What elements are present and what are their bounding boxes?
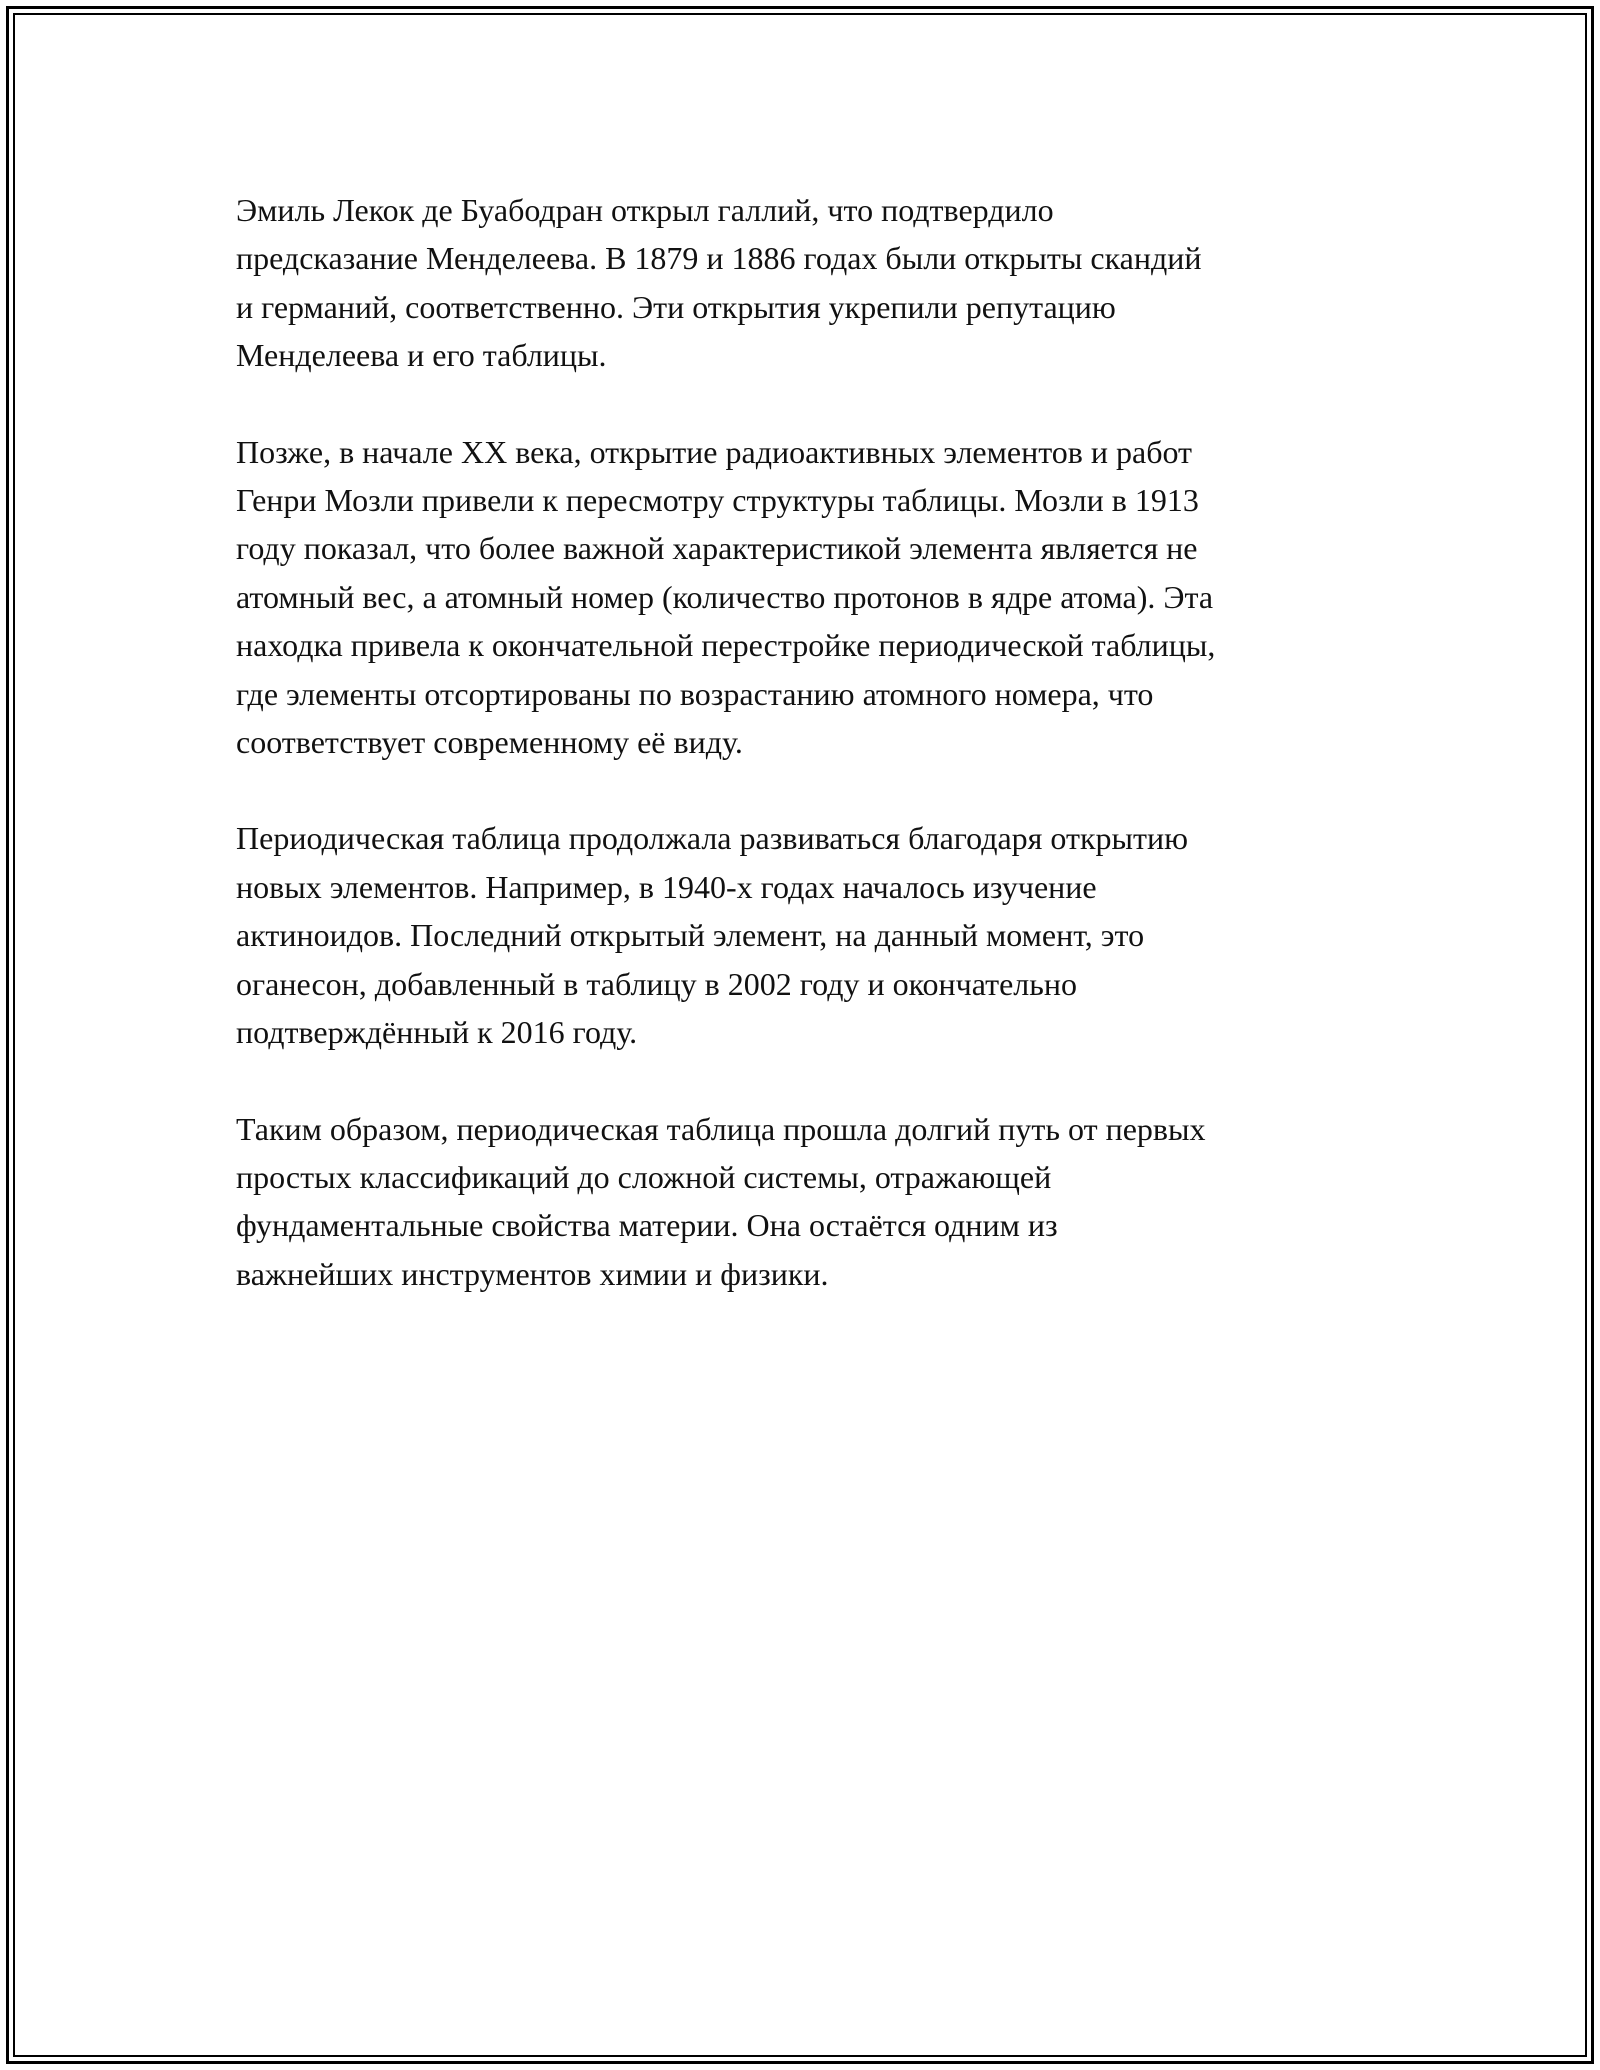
- paragraph-conclusion: Таким образом, периодическая таблица прошла долгий путь от первых простых классификаций до сложной системы, отражающей фундаментальные свойства материи. Она остаётся одним из важнейших инструментов химии и физики.: [236, 1110, 1206, 1292]
- paragraph-moseley-atomic-number: Позже, в начале XX века, открытие радиоактивных элементов и работ Генри Мозли привели к пересмотру структуры таблицы. Мозли в 1913 году показал, что более важной характеристикой элемента является не атомный вес, а атомный номер (количество протонов в ядре атома). Эта находка привела к окончательной перестройке периодической таблицы, где элементы отсортированы по возрастанию атомного номера, что соответствует современному её виду.: [236, 433, 1216, 761]
- document-body: [236, 186, 1396, 1346]
- paragraph-new-elements: Периодическая таблица продолжала развиваться благодаря открытию новых элементов. Например, в 1940-х годах началось изучение актиноидов. Последний открытый элемент, на данный момент, это оганесон, добавленный в таблицу в 2002 году и окончательно подтверждённый к 2016 году.: [236, 820, 1189, 1051]
- paragraph-gallium-discovery: Эмиль Лекок де Буабодран открыл галлий, что подтвердило предсказание Менделеева. В 1879 и 1886 годах были открыты скандий и германий, соответственно. Эти открытия укрепили репутацию Менделеева и его таблицы.: [236, 192, 1202, 374]
